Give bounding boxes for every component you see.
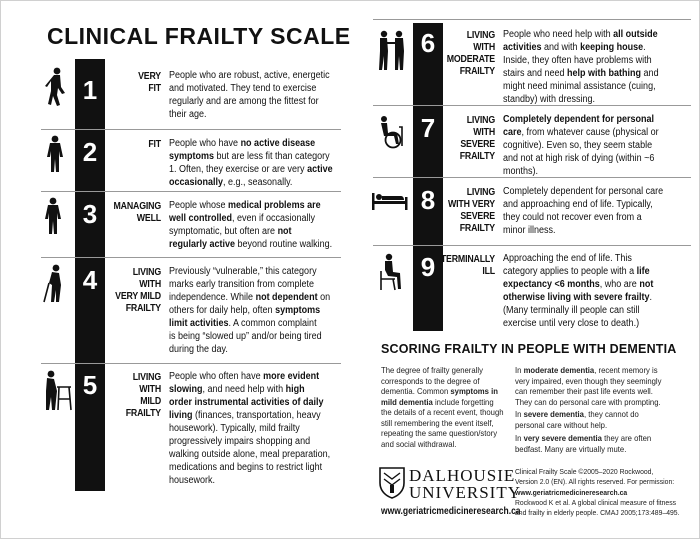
bold-text: keeping house: [580, 42, 644, 53]
text: cognitive). Even so, they seem stable: [503, 140, 653, 151]
text-line: [515, 508, 680, 518]
text-line: [169, 176, 349, 189]
text: People who have: [169, 138, 241, 149]
bold-text: not: [639, 279, 654, 290]
text-line: [515, 397, 681, 408]
text: months).: [503, 166, 539, 177]
text: independence. While: [169, 292, 256, 303]
text-line: [381, 439, 510, 450]
level-number: 9: [420, 252, 436, 282]
category-line: FIT: [148, 83, 161, 94]
text: , even if occasionally: [232, 213, 316, 224]
text: . A common complaint: [228, 318, 317, 329]
text-line: [381, 428, 510, 439]
category-line: FRAILTY: [459, 151, 495, 162]
category-line: WITH: [139, 279, 161, 290]
text: and approaching end of life. Typically,: [503, 199, 653, 210]
text: housework). Typically, mild frailty: [169, 423, 300, 434]
bold-text: activities: [503, 42, 542, 53]
text: standby) with dressing.: [503, 94, 596, 105]
bold-text: symptoms: [169, 151, 215, 162]
copyright-notice: [515, 467, 680, 518]
text-line: [169, 137, 349, 150]
text-line: [169, 150, 349, 163]
text: They can do personal care with prompting.: [515, 396, 661, 407]
text-line: [503, 317, 688, 330]
text: People who are robust, active, energetic: [169, 70, 330, 81]
category-line: FRAILTY: [125, 303, 161, 314]
category-line: MILD: [140, 396, 161, 407]
text: regularly and are among the fittest for: [169, 96, 319, 107]
text: include forgetting: [432, 396, 494, 407]
text: .: [649, 292, 653, 303]
bold-text: high: [285, 384, 305, 395]
text: Inside, they often have problems with: [503, 55, 652, 66]
text-line: [169, 409, 349, 422]
bold-text: no active disease: [240, 138, 316, 149]
text-line: [169, 474, 349, 487]
text-line: [169, 435, 349, 448]
category-line: MANAGING: [113, 201, 161, 212]
text: and not at high risk of dying (within ~6: [503, 153, 655, 164]
level-number: 5: [82, 370, 98, 400]
dementia-title: SCORING FRAILTY IN PEOPLE WITH DEMENTIA: [381, 342, 677, 356]
bold-text: www.geriatricmedicineresearch.ca: [515, 487, 628, 497]
logo-line1: DALHOUSIE: [409, 466, 516, 485]
text: bedfast. Many are virtually mute.: [515, 443, 627, 454]
text: on: [317, 292, 331, 303]
text-line: [515, 409, 681, 420]
text-line: [169, 225, 349, 238]
text: and frailty in elderly people. CMAJ 2005;173:489–495.: [515, 508, 680, 518]
level-category: [99, 201, 161, 225]
level-category: [433, 115, 495, 163]
category-line: VERY: [138, 71, 161, 82]
bed-icon: [371, 189, 409, 216]
bold-text: living: [169, 410, 193, 421]
logo-line2: UNIVERSITY: [409, 483, 521, 502]
text-line: [503, 139, 688, 152]
bold-text: symptoms in: [450, 386, 498, 396]
bold-text: occasionally: [169, 177, 224, 188]
level-category: [99, 267, 161, 315]
category-line: FRAILTY: [459, 66, 495, 77]
bold-text: symptoms: [275, 305, 321, 316]
text: (Many terminally ill people can still: [503, 305, 640, 316]
category-line: WELL: [136, 213, 161, 224]
category-line: ILL: [482, 266, 495, 277]
text-line: [169, 278, 349, 291]
walker-person-icon: [41, 369, 75, 416]
category-line: LIVING: [466, 30, 495, 41]
text-line: [169, 422, 349, 435]
dementia-moderate-text: [515, 365, 681, 407]
bold-text: severe dementia: [523, 409, 584, 419]
category-line: WITH: [473, 127, 495, 138]
text-line: [169, 291, 349, 304]
category-line: FRAILTY: [125, 408, 161, 419]
level-description: [169, 199, 349, 251]
level-number: 6: [420, 28, 436, 58]
level-number: 7: [420, 113, 436, 143]
dementia-severe-text: [515, 409, 681, 430]
level-description: [503, 252, 688, 330]
category-line: VERY MILD: [115, 291, 161, 302]
text: but are less fit than category: [214, 151, 330, 162]
level-description: [169, 137, 349, 189]
bold-text: order instrumental activities of daily: [169, 397, 324, 408]
text: housework.: [169, 475, 216, 486]
bold-text: mild dementia: [381, 396, 433, 407]
category-line: WITH VERY: [448, 199, 495, 210]
bold-text: active: [307, 164, 333, 175]
category-line: SEVERE: [460, 139, 495, 150]
text: , from whatever cause (physical or: [521, 127, 659, 138]
text: (finances, transportation, heavy: [192, 410, 321, 421]
row-divider: [373, 19, 691, 20]
text-line: [503, 304, 688, 317]
text-line: [381, 386, 510, 397]
text: the details of a recent event, though: [381, 407, 504, 417]
text-line: [515, 467, 680, 477]
text-line: [381, 418, 510, 429]
bold-text: very severe dementia: [523, 433, 602, 443]
text: stairs and need: [503, 68, 568, 79]
level-number: 8: [420, 185, 436, 215]
text-line: [169, 370, 349, 383]
text-line: [503, 165, 688, 178]
text: marks early transition from complete: [169, 279, 315, 290]
text-line: [169, 238, 349, 251]
bold-text: otherwise living with severe frailty: [503, 292, 650, 303]
text-line: [515, 386, 681, 397]
text-line: [515, 365, 681, 376]
cane-person-icon: [41, 263, 67, 308]
seated-person-icon: [377, 253, 405, 296]
category-line: TERMINALLY: [440, 254, 495, 265]
category-line: LIVING: [466, 115, 495, 126]
text: and: [641, 68, 659, 79]
text: category applies to people with a: [503, 266, 637, 277]
text: Previously “vulnerable,” this category: [169, 266, 317, 277]
text-line: [381, 365, 510, 376]
text: beyond routine walking.: [235, 239, 333, 250]
text-line: [169, 95, 349, 108]
text: , recent memory is: [594, 365, 658, 375]
text-line: [515, 477, 680, 487]
category-line: MODERATE: [446, 54, 495, 65]
text-line: [515, 433, 681, 444]
dementia-very-severe-text: [515, 433, 681, 454]
text-line: [503, 152, 688, 165]
text-line: [381, 376, 510, 387]
level-description: [503, 113, 688, 178]
bold-text: moderate dementia: [523, 365, 595, 375]
text: progressively impairs shopping and: [169, 436, 311, 447]
row-divider: [41, 129, 341, 130]
bold-text: well controlled: [169, 213, 233, 224]
text: can remember their past life events well.: [515, 386, 653, 396]
row-divider: [373, 245, 691, 246]
wheelchair-icon: [375, 115, 409, 154]
text-line: [169, 317, 349, 330]
text-line: [515, 488, 680, 498]
text: Version 2.0 (EN). All rights reserved. For permission:: [515, 477, 675, 487]
category-line: SEVERE: [460, 211, 495, 222]
dalhousie-crest-icon: [379, 467, 405, 499]
level-description: [503, 28, 688, 106]
category-line: FRAILTY: [459, 223, 495, 234]
text: , who are: [599, 279, 640, 290]
text: they could not recover even from a: [503, 212, 642, 223]
category-line: WITH: [473, 42, 495, 53]
text: they are often: [601, 433, 652, 443]
text: In: [515, 433, 524, 443]
text: walking outside alone, meal preparation,: [169, 449, 331, 460]
text-line: [503, 93, 688, 106]
text-line: [169, 448, 349, 461]
text-line: [503, 252, 688, 265]
text-line: [169, 461, 349, 474]
text-line: [169, 304, 349, 317]
text: People whose: [169, 200, 229, 211]
bold-text: all outside: [613, 29, 658, 40]
bold-text: expectancy <6 months: [503, 279, 600, 290]
text-line: [515, 498, 680, 508]
text: is being “slowed up” and/or being tired: [169, 331, 322, 342]
assisted-walking-icon: [375, 29, 409, 76]
level-category: [433, 30, 495, 78]
text: might need minimal assistance (cuing,: [503, 81, 656, 92]
text-line: [169, 69, 349, 82]
row-divider: [41, 363, 341, 364]
text: still remembering the event itself,: [381, 417, 494, 428]
bold-text: care: [503, 127, 522, 138]
text-line: [169, 82, 349, 95]
text-line: [503, 211, 688, 224]
text-line: [503, 113, 688, 126]
text: In: [515, 409, 524, 419]
level-number: 2: [82, 137, 98, 167]
standing-person-icon: [45, 135, 65, 178]
page-title: CLINICAL FRAILTY SCALE: [47, 23, 351, 49]
text: Rockwood K et al. A global clinical measure of fitness: [515, 497, 677, 507]
bold-text: not dependent: [255, 292, 318, 303]
category-line: LIVING: [132, 267, 161, 278]
text-line: [169, 396, 349, 409]
text: medications and begins to restrict light: [169, 462, 323, 473]
text-line: [515, 420, 681, 431]
level-category: [99, 372, 161, 420]
text: , and need help with: [202, 384, 286, 395]
category-line: LIVING: [132, 372, 161, 383]
text: symptomatic, but often are: [169, 226, 278, 237]
level-category: [99, 139, 161, 151]
text-line: [169, 163, 349, 176]
text-line: [169, 265, 349, 278]
walking-person-icon: [45, 67, 67, 112]
text-line: [503, 126, 688, 139]
text: very impaired, even though they seemingly: [515, 375, 662, 386]
text: corresponds to the degree of: [381, 375, 480, 386]
text: exercise until very close to death.): [503, 318, 640, 329]
text: In: [515, 365, 524, 375]
text: during the day.: [169, 344, 228, 355]
category-line: FIT: [148, 139, 161, 150]
text: personal care without help.: [515, 419, 608, 430]
bold-text: slowing: [169, 384, 203, 395]
text: , e.g., seasonally.: [223, 177, 293, 188]
text-line: [503, 224, 688, 237]
text: 1. Often, they exercise or are very: [169, 164, 308, 175]
text: People who need help with: [503, 29, 614, 40]
bold-text: life: [636, 266, 650, 277]
text-line: [503, 198, 688, 211]
text-line: [503, 41, 688, 54]
level-category: [433, 254, 495, 278]
text-line: [503, 265, 688, 278]
standing-person-icon: [43, 197, 63, 240]
category-line: WITH: [139, 384, 161, 395]
text: minor illness.: [503, 225, 556, 236]
bold-text: regularly active: [169, 239, 236, 250]
text-line: [515, 444, 681, 455]
text-line: [381, 407, 510, 418]
text: Clinical Frailty Scale ©2005–2020 Rockwood,: [515, 467, 654, 476]
level-number: 1: [82, 75, 98, 105]
website-link[interactable]: www.geriatricmedicineresearch.ca: [381, 506, 521, 517]
text-line: [503, 54, 688, 67]
text-line: [503, 67, 688, 80]
bold-text: more evident: [263, 371, 320, 382]
text-line: [169, 343, 349, 356]
text-line: [169, 108, 349, 121]
level-description: [503, 185, 688, 237]
bold-text: not: [277, 226, 292, 237]
level-category: [99, 71, 161, 95]
row-divider: [41, 257, 341, 258]
text-line: [169, 199, 349, 212]
bold-text: Completely dependent for personal: [503, 114, 655, 125]
text: and social withdrawal.: [381, 438, 457, 449]
text: .: [643, 42, 646, 53]
text: People who often have: [169, 371, 264, 382]
text-line: [503, 291, 688, 304]
text: dementia. Common: [381, 386, 451, 396]
text-line: [503, 185, 688, 198]
level-number: 3: [82, 199, 98, 229]
row-divider: [41, 191, 341, 192]
level-description: [169, 370, 349, 487]
text: Completely dependent for personal care: [503, 186, 664, 197]
text-line: [381, 397, 510, 408]
text-line: [169, 383, 349, 396]
text: their age.: [169, 109, 207, 120]
level-category: [433, 187, 495, 235]
bold-text: medical problems are: [228, 200, 321, 211]
text: , they cannot do: [583, 409, 639, 419]
text-line: [515, 376, 681, 387]
text-line: [169, 330, 349, 343]
text: others for daily help, often: [169, 305, 276, 316]
text: repeating the same question/story: [381, 428, 498, 438]
level-description: [169, 69, 349, 121]
text: The degree of frailty generally: [381, 365, 483, 375]
bold-text: help with bathing: [567, 68, 642, 79]
text-line: [169, 212, 349, 225]
bold-text: limit activities: [169, 318, 229, 329]
category-line: LIVING: [466, 187, 495, 198]
text: Approaching the end of life. This: [503, 253, 632, 264]
dementia-left-text: [381, 365, 510, 449]
text-line: [503, 278, 688, 291]
text-line: [503, 80, 688, 93]
text-line: [503, 28, 688, 41]
level-description: [169, 265, 349, 356]
level-number: 4: [82, 265, 98, 295]
text: and motivated. They tend to exercise: [169, 83, 317, 94]
text: and with: [541, 42, 581, 53]
